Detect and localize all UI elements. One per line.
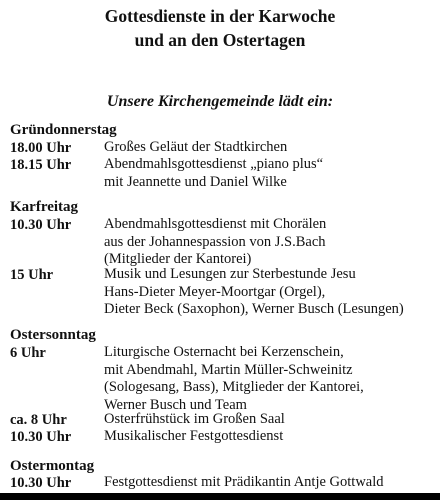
entry-time: 10.30 Uhr <box>10 217 72 233</box>
title-line-1: Gottesdienste in der Karwoche <box>104 6 336 26</box>
entry-description <box>104 139 436 157</box>
description-line: (Sologesang, Bass), Mitglieder der Kantorei, <box>104 379 364 395</box>
description-line: Liturgische Osternacht bei Kerzenschein, <box>104 344 344 360</box>
description-line: Hans-Dieter Meyer-Moortgar (Orgel), <box>104 283 326 300</box>
day-heading-karfreitag: Karfreitag <box>10 199 79 215</box>
description-line: Abendmahlsgottesdienst mit Chorälen <box>104 216 327 232</box>
entry-time: 10.30 Uhr <box>10 429 72 445</box>
description-line: Festgottesdienst mit Prädikantin Antje Gottwald <box>104 474 384 490</box>
entry-description <box>104 428 436 446</box>
entry-description <box>104 344 436 414</box>
description-line: aus der Johannespassion von J.S.Bach <box>104 233 326 250</box>
description-line: Dieter Beck (Saxophon), Werner Busch (Lesungen) <box>104 301 404 317</box>
description-line: mit Abendmahl, Martin Müller-Schweinitz <box>104 361 353 378</box>
entry-description <box>104 156 436 191</box>
description-line: Abendmahlsgottesdienst „piano plus“ <box>104 156 324 172</box>
bottom-edge-bar <box>0 493 440 500</box>
title-line-2: und an den Ostertagen <box>134 30 306 50</box>
day-heading-gruendonnerstag: Gründonnerstag <box>10 122 117 138</box>
description-line: (Mitglieder der Kantorei) <box>104 251 252 267</box>
day-heading-ostersonntag: Ostersonntag <box>10 327 96 343</box>
entry-time: 18.00 Uhr <box>10 140 72 156</box>
page-title <box>0 4 440 52</box>
description-line: Musik und Lesungen zur Sterbestunde Jesu <box>104 266 356 282</box>
subtitle: Unsere Kirchengemeinde lädt ein: <box>106 93 334 110</box>
entry-description <box>104 411 436 429</box>
entry-time: 15 Uhr <box>10 267 54 283</box>
description-line: mit Jeannette und Daniel Wilke <box>104 173 287 190</box>
entry-description <box>104 266 436 319</box>
description-line: Großes Geläut der Stadtkirchen <box>104 139 288 155</box>
day-heading-ostermontag: Ostermontag <box>10 458 95 474</box>
description-line: Werner Busch und Team <box>104 396 247 413</box>
entry-time: ca. 8 Uhr <box>10 412 67 428</box>
entry-time: 10.30 Uhr <box>10 475 72 491</box>
description-line: Musikalischer Festgottesdienst <box>104 428 284 444</box>
entry-description <box>104 216 436 269</box>
entry-time: 18.15 Uhr <box>10 157 72 173</box>
entry-time: 6 Uhr <box>10 345 46 361</box>
description-line: Osterfrühstück im Großen Saal <box>104 411 285 427</box>
